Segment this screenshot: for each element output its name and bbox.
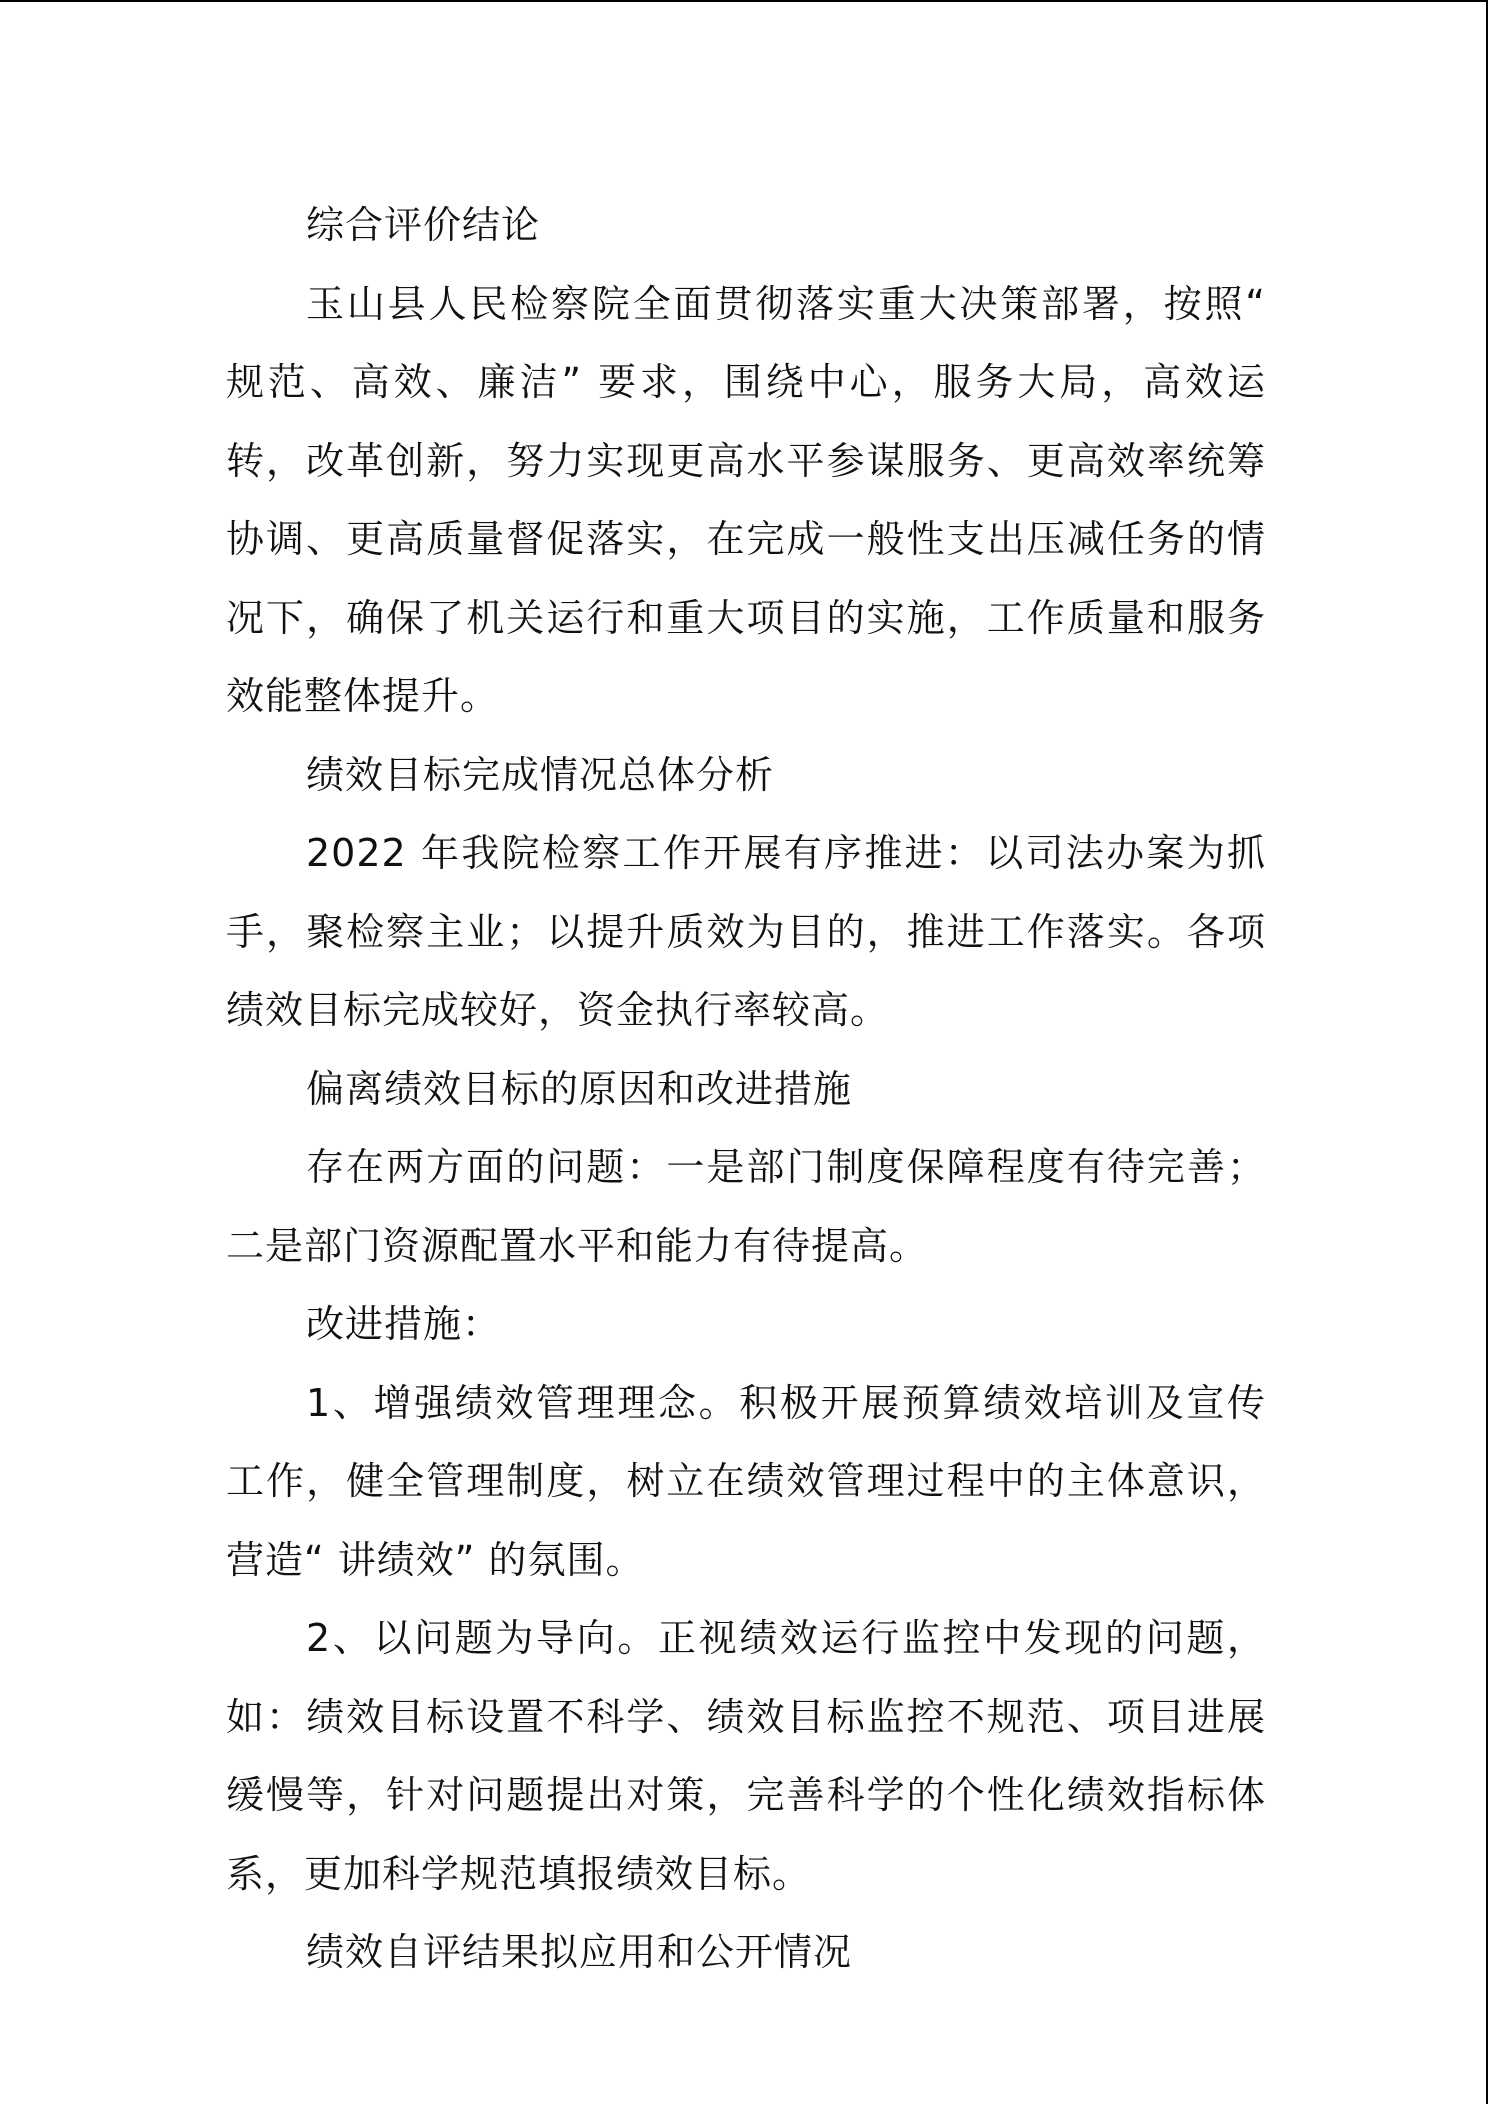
section-heading-goal-completion: 绩效目标完成情况总体分析 bbox=[306, 752, 775, 797]
paragraph-goal-completion: 2022 年我院检察工作开展有序推进：以司法办案为抓手，聚检察主业；以提升质效为目的，推进工作落实。各项绩效目标完成较好，资金执行率较高。 bbox=[226, 831, 1266, 1032]
paragraph-improvement-2: 2、以问题为导向。正视绩效运行监控中发现的问题，如：绩效目标设置不科学、绩效目标监控不规范、项目进展缓慢等，针对问题提出对策，完善科学的个性化绩效指标体系，更加科学规范填报绩效目标。 bbox=[226, 1616, 1266, 1896]
section-heading-evaluation-conclusion: 综合评价结论 bbox=[306, 203, 541, 247]
paragraph-improvement-1: 1、增强绩效管理理念。积极开展预算绩效培训及宣传工作，健全管理制度，树立在绩效管理过程中的主体意识，营造“ 讲绩效” 的氛围。 bbox=[226, 1380, 1266, 1582]
paragraph-evaluation-conclusion: 玉山县人民检察院全面贯彻落实重大决策部署，按照“ 规范、高效、廉洁” 要求，围绕中心，服务大局，高效运转，改革创新，努力实现更高水平参谋服务、更高效率统筹协调、更高质量督促落实，在完成一般性支出压减任务的情况下，确保了机关运行和重大项目的实施，工作质量和服务效能整体提升。 bbox=[226, 281, 1266, 718]
section-heading-deviation-causes: 偏离绩效目标的原因和改进措施 bbox=[306, 1066, 853, 1111]
paragraph-problems: 存在两方面的问题：一是部门制度保障程度有待完善；二是部门资源配置水平和能力有待提高。 bbox=[226, 1145, 1266, 1268]
document-body bbox=[226, 186, 1266, 1992]
paragraph-improvement-intro: 改进措施： bbox=[306, 1302, 502, 1346]
section-heading-results-application: 绩效自评结果拟应用和公开情况 bbox=[306, 1930, 853, 1974]
